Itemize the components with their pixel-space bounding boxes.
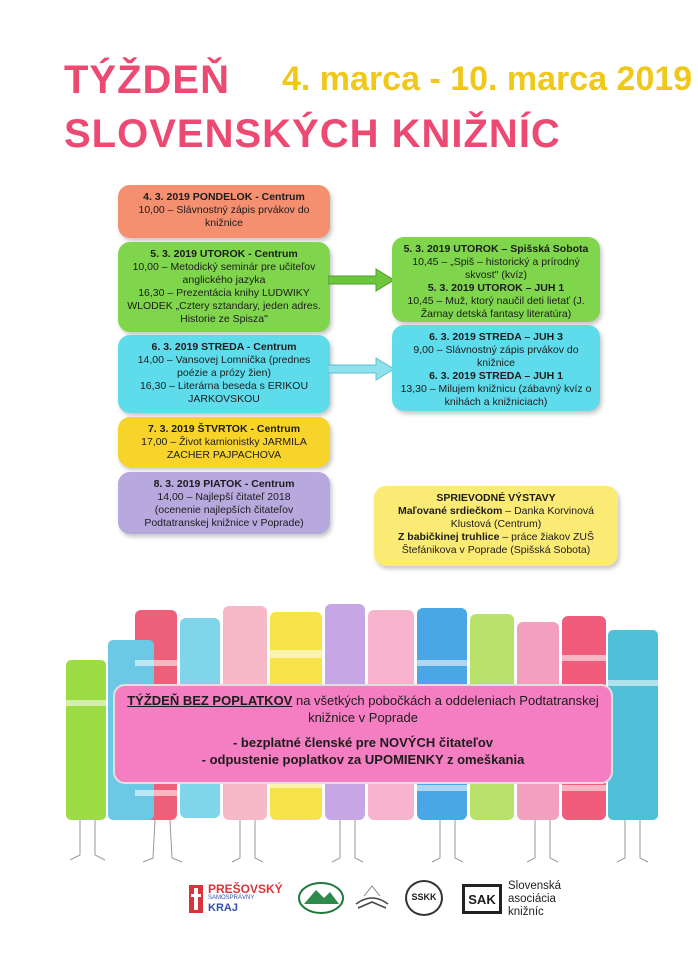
event-line: (ocenenie najlepších čitateľov Podtatranskej knižnice v Poprade): [144, 504, 304, 529]
event-heading: 5. 3. 2019 UTOROK – JUH 1: [427, 282, 565, 294]
event-tuesday-branches: [392, 237, 600, 322]
presov-line3: KRAJ: [208, 902, 238, 914]
exhibitions-heading: SPRIEVODNÉ VÝSTAVY: [436, 492, 556, 504]
presov-emblem-icon: [188, 884, 204, 914]
event-thursday: [118, 417, 330, 467]
event-wednesday: [118, 335, 330, 413]
event-heading: 5. 3. 2019 UTOROK - Centrum: [150, 248, 298, 260]
event-line: 16,30 – Prezentácia knihy LUDWIKY WLODEK „Cztery sztandary, jeden adres. Historie ze Spisza": [127, 287, 321, 325]
exhibitions-box: [374, 486, 618, 566]
sak-line: knižníc: [508, 906, 544, 918]
event-line: 14,00 – Najlepší čitateľ 2018: [157, 491, 291, 503]
event-heading: 7. 3. 2019 ŠTVRTOK - Centrum: [147, 423, 301, 435]
event-heading: 8. 3. 2019 PIATOK - Centrum: [153, 478, 295, 490]
event-line: 9,00 – Slávnostný zápis prvákov do knižnice: [413, 344, 579, 369]
fee-free-week-box: [113, 684, 613, 784]
title-word: TÝŽDEŇ: [64, 58, 230, 102]
exhibition-title: Z babičkinej truhlice: [397, 531, 500, 543]
library-logo-icon: [296, 880, 346, 916]
sak-name: [508, 880, 561, 919]
exhibition-desc: – práce žiakov ZUŠ Štefánikova v Poprade (Spišská Sobota): [401, 531, 595, 556]
book-logo-icon: [352, 882, 392, 914]
event-monday: [118, 185, 330, 238]
event-heading: 6. 3. 2019 STREDA - Centrum: [151, 341, 297, 353]
event-line: 10,45 – „Spiš – historický a prírodný skvost" (kvíz): [412, 256, 580, 281]
fee-bullet: - odpustenie poplatkov za UPOMIENKY z omeškania: [201, 752, 525, 767]
sak-line: Slovenská: [508, 880, 562, 892]
event-line: 10,45 – Muž, ktorý naučil deti lietať (J. Žarnay detská fantasy literatúra): [407, 295, 585, 320]
presov-region-logo: [188, 882, 283, 916]
event-line: 16,30 – Literárna beseda s ERIKOU JARKOVSKOU: [139, 380, 309, 405]
event-friday: [118, 472, 330, 534]
fee-bullet: - bezplatné členské pre NOVÝCH čitateľov: [232, 735, 494, 750]
event-tuesday: [118, 242, 330, 332]
sskk-logo: SSKK: [405, 880, 443, 916]
sak-logo: SAK: [462, 884, 502, 914]
exhibition-item: [380, 531, 612, 557]
fee-title: TÝŽDEŇ BEZ POPLATKOV: [127, 693, 293, 708]
presov-line2: SAMOSPRÁVNY: [208, 895, 255, 901]
event-wednesday-branches: [392, 325, 600, 411]
event-line: 14,00 – Vansovej Lomnička (prednes poézie a prózy žien): [137, 354, 311, 379]
event-line: 10,00 – Slávnostný zápis prvákov do knižnice: [138, 204, 310, 229]
event-heading: 6. 3. 2019 STREDA – JUH 1: [429, 370, 563, 382]
fee-text: na všetkých pobočkách a oddeleniach Podtatranskej knižnice v Poprade: [292, 693, 599, 725]
event-heading: 6. 3. 2019 STREDA – JUH 3: [429, 331, 563, 343]
event-heading: 4. 3. 2019 PONDELOK - Centrum: [143, 191, 305, 203]
event-line: 10,00 – Metodický seminár pre učiteľov anglického jazyka: [132, 261, 316, 286]
presov-line1: PREŠOVSKÝ: [208, 882, 283, 896]
exhibition-item: [380, 505, 612, 531]
exhibition-title: Maľované srdiečkom: [397, 505, 503, 517]
arrow-right-icon: [328, 357, 396, 381]
title-dates: 4. marca - 10. marca 2019: [282, 60, 693, 98]
fee-intro: [127, 693, 599, 725]
event-heading: 5. 3. 2019 UTOROK – Spišská Sobota: [403, 243, 589, 255]
title-line2: SLOVENSKÝCH KNIŽNÍC: [64, 112, 561, 156]
event-line: 13,30 – Milujem knižnicu (zábavný kvíz o knihách a knižniciach): [400, 383, 592, 408]
arrow-right-icon: [328, 268, 396, 292]
exhibition-desc: – Danka Korvinová Klustová (Centrum): [450, 505, 595, 530]
sak-line: asociácia: [508, 893, 556, 905]
event-line: 17,00 – Život kamionistky JARMILA ZACHER PAJPACHOVA: [141, 436, 307, 461]
